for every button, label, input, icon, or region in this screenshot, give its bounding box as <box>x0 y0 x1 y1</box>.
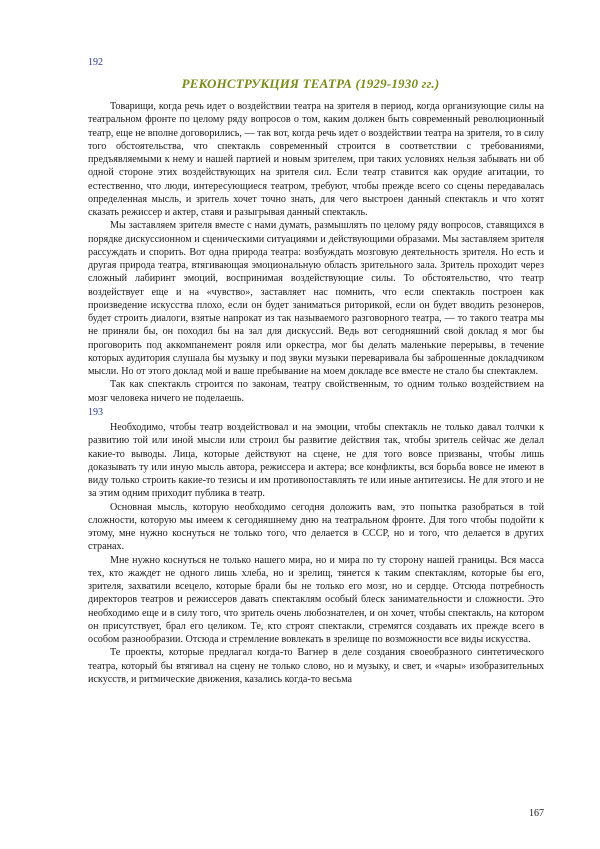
body-text <box>88 100 544 686</box>
source-page-marker: 193 <box>88 406 103 418</box>
paragraph: Мне нужно коснуться не только нашего мира, но и мира по ту сторону нашей границы. Вся масса тех, кто жаждет не одного лишь хлеба, но и зрелищ, тянется к таким спектаклям, которые бы его, зрителя, захватили всецело, которые брали бы не только его мозг, но и сердце. Отсюда потребность директоров театров и режиссеров давать спектаклям особый блеск занимательности и сложности. Это необходимо еще и в силу того, что зритель очень любознателен, и он хочет, чтобы спектакль, на котором он присутствует, брал его целиком. Те, кто строят спектакли, стремятся создавать их прежде всего в особом разнообразии. Отсюда и стремление вовлекать в зрелище по возможности все виды искусства. <box>88 554 544 645</box>
paragraph: Так как спектакль строится по законам, театру свойственным, то одним только воздействием на мозг человека ничего не поделаешь. <box>88 379 544 404</box>
source-page-marker: 192 <box>88 57 103 68</box>
page-number: 167 <box>529 808 544 819</box>
chapter-title: РЕКОНСТРУКЦИЯ ТЕАТРА (1929-1930 гг.) <box>181 76 440 91</box>
paragraph: Те проекты, которые предлагал когда-то Вагнер в деле создания своеобразного синтетического театра, который бы втягивал на сцену не только слово, но и музыку, и свет, и «чары» изобразительных искусств, и ритмические движения, казались когда-то весьма <box>88 647 544 685</box>
paragraph: Основная мысль, которую необходимо сегодня доложить вам, это попытка разобраться в той сложности, которую мы имеем к сегодняшнему дню на театральном фронте. Для того чтобы подойти к этому, мне нужно коснуться не только того, что делается в СССР, но и того, что делается в других странах. <box>88 501 544 553</box>
paragraph: Товарищи, когда речь идет о воздействии театра на зрителя в период, когда организующие силы на театральном фронте по целому ряду вопросов о том, каким должен быть современный революционный театр, еще не вполне договорились, — так вот, когда речь идет о воздействии театра на зрителя, то в силу того обстоятельства, что спектакль современный строится в соответствии с требованиями, предъявляемыми к нему и нашей партией и новым зрителем, при таких условиях нельзя забывать ни об одной стороне этих воздействующих на зрителя сил. Если театр ставится как орудие агитации, то естественно, что люди, интересующиеся театром, требуют, чтобы прежде всего со сцены передавалась определенная мысль, и зритель хочет точно знать, для чего выстроен данный спектакль и что хотят сказать режиссер и актер, ставя и разыгрывая данный спектакль. <box>88 101 544 218</box>
paragraph: Мы заставляем зрителя вместе с нами думать, размышлять по целому ряду вопросов, ставящихся в порядке дискуссионном и сценическими ситуациями и действующими образами. Мы заставляем зрителя рассуждать и спорить. Вот одна природа театра: возбуждать мозговую деятельность зрителя. Но есть и другая природа театра, втягивающая эмоциональную область зрительного зала. Зритель проходит через сложный лабиринт эмоций, воспринимая воздействующие силы. То обстоятельство, что театр воздействует еще и на «чувство», заставляет нас помнить, что если спектакль построен как произведение искусства плохо, если он будет заниматься риторикой, если он будет вводить резонеров, будет строить диалоги, взятые напрокат из так называемого разговорного театра, — то такого театра мы не приняли бы, он походил бы на зал для дискуссий. Ведь вот сегодняшний свой доклад я мог бы проговорить под аккомпанемент рояля или оркестра, мог бы делать маленькие перерывы, в течение которых аудитория слушала бы музыку и под звуки музыки переваривала бы заброшенные докладчиком мысли. Но от этого доклад мой и ваше пребывание на моем докладе все вместе не стало бы спектаклем. <box>88 220 544 377</box>
paragraph: Необходимо, чтобы театр воздействовал и на эмоции, чтобы спектакль не только давал толчки к развитию той или иной мысли или строил бы развитие действия так, чтобы зритель сейчас же делал какие-то выводы. Лица, которые действуют на сцене, не для того вовсе призваны, чтобы лишь доказывать ту или иную мысль автора, режиссера и актера; все конфликты, вся борьба вовсе не имеют в виду только строить какие-то тезисы и им противопоставлять те или иные антитезисы. Не для этого и не за этим одним приходит публика в театр. <box>88 422 544 500</box>
